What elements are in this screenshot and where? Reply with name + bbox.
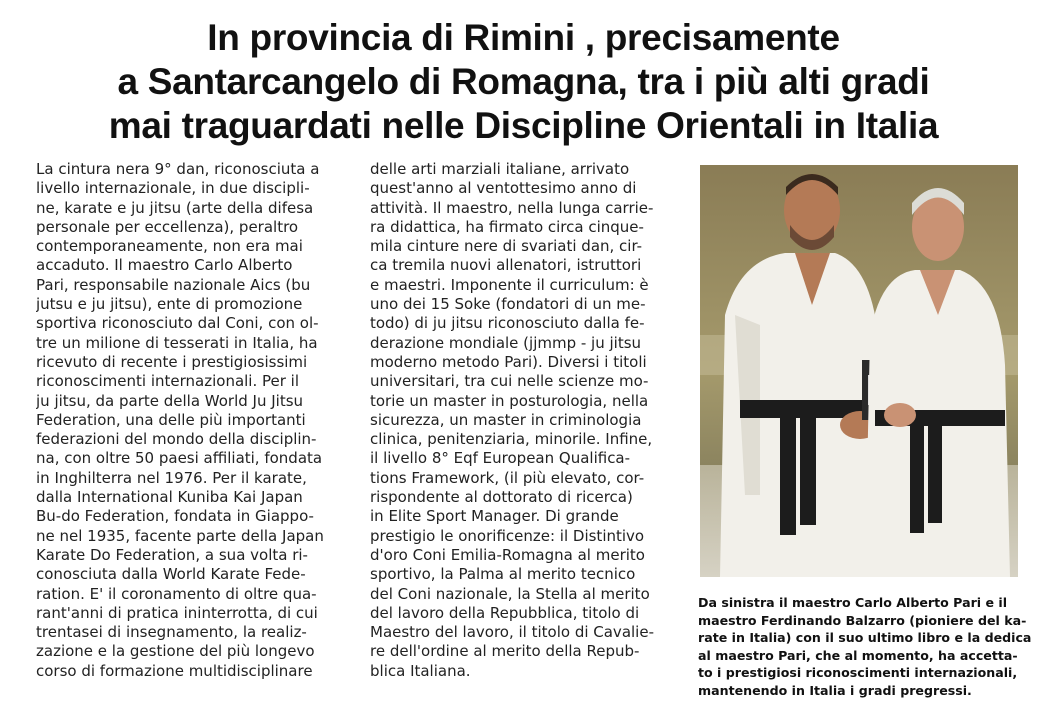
caption-line: rate in Italia) con il suo ultimo libro e la dedica (698, 630, 1032, 646)
caption-line: maestro Ferdinando Balzarro (pioniere del ka- (698, 612, 1027, 628)
article-text-line: moderno metodo Pari). Diversi i titoli (370, 352, 647, 371)
photo-caption (698, 594, 1032, 700)
article-text-line: tre un milione di tesserati in Italia, ha (36, 333, 318, 352)
article-text-line: sicurezza, un master in criminologia (370, 410, 642, 429)
article-text-line: livello internazionale, in due discipli- (36, 179, 310, 198)
article-photo (700, 165, 1018, 577)
headline-line: In provincia di Rimini , precisamente (207, 17, 840, 58)
article-text-line: Karate Do Federation, a sua volta ri- (36, 545, 308, 564)
article-text-line: Maestro del lavoro, il titolo di Cavalie- (370, 623, 654, 642)
article-text-line: accaduto. Il maestro Carlo Alberto (36, 256, 293, 275)
article-text-line: La cintura nera 9° dan, riconosciuta a (36, 160, 320, 178)
article-column-2 (370, 160, 688, 681)
article-text-line: il livello 8° Eqf European Qualifica- (370, 449, 631, 468)
article-text-line: delle arti marziali italiane, arrivato (370, 160, 630, 178)
article-text-line: rant'anni di pratica ininterrotta, di cui (36, 603, 318, 622)
article-text-line: mila cinture nere di svariati dan, cir- (370, 237, 643, 256)
article-text-line: re dell'ordine al merito della Repub- (370, 642, 640, 661)
article-text-line: federazioni del mondo della disciplin- (36, 430, 317, 449)
article-text-line: ricevuto di recente i prestigiosissimi (36, 352, 308, 371)
article-text-line: personale per eccellenza), peraltro (36, 217, 299, 236)
article-column-1 (36, 160, 362, 681)
article-text-line: corso di formazione multidisciplinare (36, 661, 313, 680)
headline-line: a Santarcangelo di Romagna, tra i più alti gradi (117, 61, 930, 102)
article-text-line: ra didattica, ha firmato circa cinque- (370, 217, 644, 236)
caption-line: to i prestigiosi riconoscimenti internazionali, (698, 665, 1018, 681)
article-text-line: dalla International Kuniba Kai Japan (36, 488, 303, 507)
article-text-line: sportiva riconosciuto dal Coni, con ol- (36, 314, 319, 333)
article-text-line: uno dei 15 Soke (fondatori di un me- (370, 295, 646, 314)
article-text-line: sportivo, la Palma al merito tecnico (370, 565, 636, 584)
article-text-line: todo) di ju jitsu riconosciuto dalla fe- (370, 314, 645, 333)
article-text-line: prestigio le onorificenze: il Distintivo (370, 526, 645, 545)
article-text-line: conosciuta dalla World Karate Fede- (36, 565, 306, 584)
headline-line: mai traguardati nelle Discipline Orientali in Italia (108, 105, 939, 146)
caption-line: al maestro Pari, che al momento, ha accetta- (698, 647, 1018, 663)
article-text-line: quest'anno al ventottesimo anno di (370, 179, 637, 198)
caption-line: mantenendo in Italia i gradi pregressi. (698, 682, 972, 698)
article-text-line: riconoscimenti internazionali. Per il (36, 372, 300, 391)
caption-line: Da sinistra il maestro Carlo Alberto Pari e il (698, 595, 1008, 610)
article-text-line: Federation, una delle più importanti (36, 410, 306, 429)
article-text-line: Bu-do Federation, fondata in Giappo- (36, 507, 314, 526)
article-text-line: jutsu e ju jitsu), ente di promozione (36, 295, 303, 314)
article-text-line: d'oro Coni Emilia-Romagna al merito (370, 545, 645, 564)
article-headline (0, 16, 1047, 148)
article-text-line: derazione mondiale (jjmmp - ju jitsu (370, 333, 642, 352)
article-text-line: torie un master in posturologia, nella (370, 391, 649, 410)
article-text-line: blica Italiana. (370, 661, 471, 680)
article-text-line: zazione e la gestione del più longevo (36, 642, 315, 661)
article-text-line: contemporaneamente, non era mai (36, 237, 303, 256)
article-text-line: in Elite Sport Manager. Di grande (370, 507, 619, 526)
article-text-line: clinica, penitenziaria, minorile. Infine, (370, 430, 653, 449)
article-text-line: ration. E' il coronamento di oltre qua- (36, 584, 317, 603)
article-text-line: tions Framework, (il più elevato, cor- (370, 468, 645, 487)
article-text-line: Pari, responsabile nazionale Aics (bu (36, 275, 311, 294)
article-text-line: del lavoro della Repubblica, titolo di (370, 603, 640, 622)
article-text-line: ca tremila nuovi allenatori, istruttori (370, 256, 642, 275)
article-text-line: rispondente al dottorato di ricerca) (370, 488, 633, 507)
article-text-line: attività. Il maestro, nella lunga carrie- (370, 198, 654, 217)
article-text-line: ne nel 1935, facente parte della Japan (36, 526, 324, 545)
article-text-line: ju jitsu, da parte della World Ju Jitsu (36, 391, 304, 410)
article-text-line: trentasei di insegnamento, la realiz- (36, 623, 307, 642)
article-text-line: ne, karate e ju jitsu (arte della difesa (36, 198, 314, 217)
article-text-line: na, con oltre 50 paesi affiliati, fondata (36, 449, 323, 468)
article-text-line: del Coni nazionale, la Stella al merito (370, 584, 650, 603)
article-text-line: in Inghilterra nel 1976. Per il karate, (36, 468, 307, 487)
karate-masters-photo (700, 165, 1018, 577)
article-text-line: e maestri. Imponente il curriculum: è (370, 275, 649, 294)
article-text-line: universitari, tra cui nelle scienze mo- (370, 372, 649, 391)
